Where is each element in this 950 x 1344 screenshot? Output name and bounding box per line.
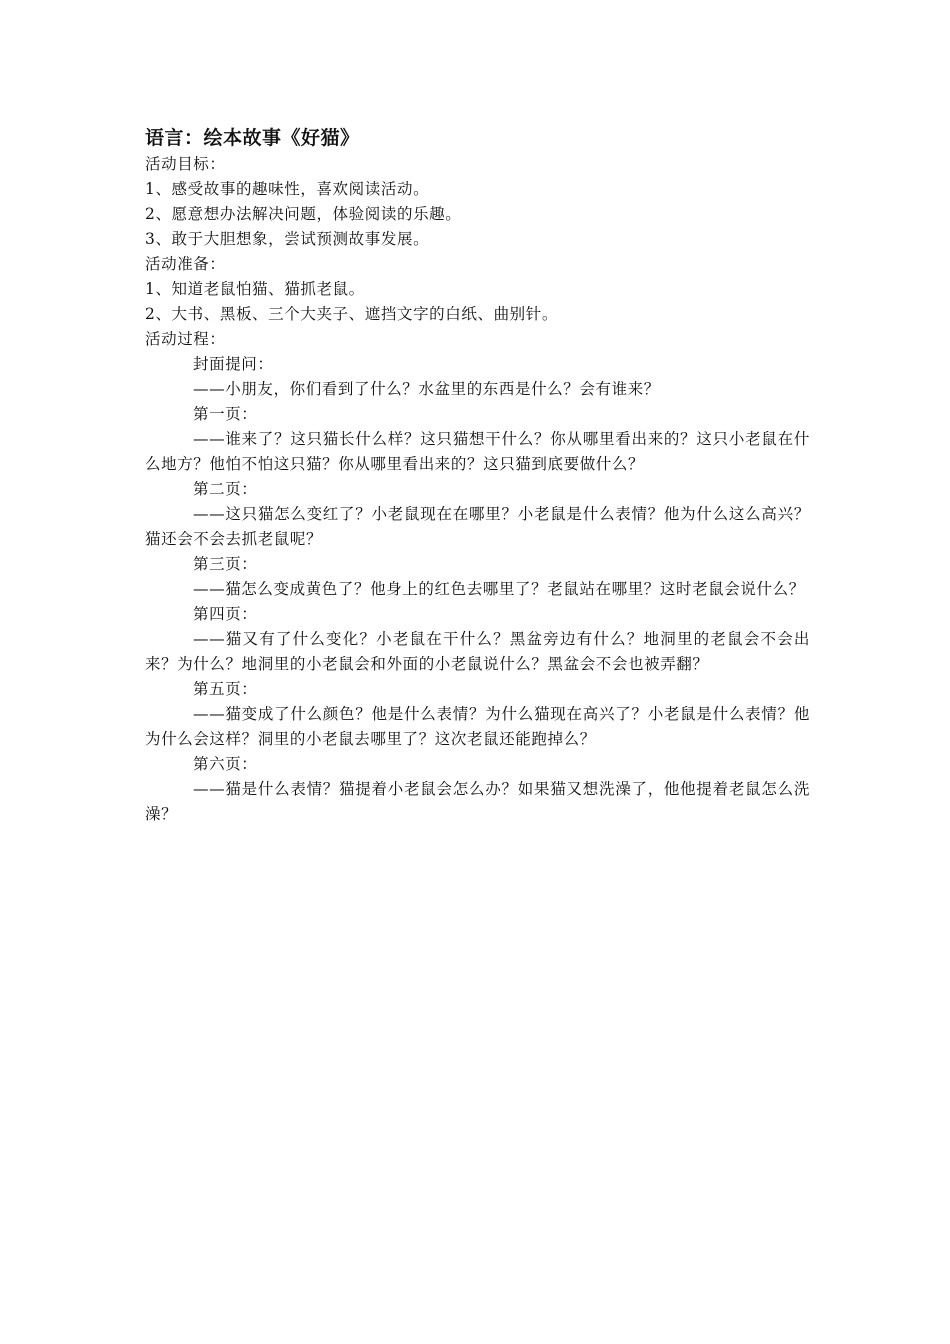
prep-heading: 活动准备： xyxy=(145,255,226,273)
section-text-cover: ——小朋友，你们看到了什么？水盆里的东西是什么？会有谁来？ xyxy=(193,380,660,398)
goal-item: 1、感受故事的趣味性，喜欢阅读活动。 xyxy=(145,180,430,198)
prep-item: 2、大书、黑板、三个大夹子、遮挡文字的白纸、曲别针。 xyxy=(145,305,558,323)
section-text-page-3: ——猫怎么变成黄色了？他身上的红色去哪里了？老鼠站在哪里？这时老鼠会说什么？ xyxy=(193,580,805,598)
goal-item: 2、愿意想办法解决问题，体验阅读的乐趣。 xyxy=(145,205,462,223)
section-text-page-5: ——猫变成了什么颜色？他是什么表情？为什么猫现在高兴了？小老鼠是什么表情？他为什么会这样？洞里的小老鼠去哪里了？这次老鼠还能跑掉么？ xyxy=(145,705,810,748)
goal-item: 3、敢于大胆想象，尝试预测故事发展。 xyxy=(145,230,430,248)
section-text-page-4: ——猫又有了什么变化？小老鼠在干什么？黑盆旁边有什么？地洞里的老鼠会不会出来？为什么？地洞里的小老鼠会和外面的小老鼠说什么？黑盆会不会也被弄翻？ xyxy=(145,630,810,673)
document-page xyxy=(145,124,810,827)
goals-heading: 活动目标： xyxy=(145,155,226,173)
section-label-page-1: 第一页： xyxy=(193,405,258,423)
process-heading: 活动过程： xyxy=(145,330,226,348)
section-text-page-1: ——谁来了？这只猫长什么样？这只猫想干什么？你从哪里看出来的？这只小老鼠在什么地方？他怕不怕这只猫？你从哪里看出来的？这只猫到底要做什么？ xyxy=(145,430,810,473)
section-label-page-3: 第三页： xyxy=(193,555,258,573)
section-label-cover: 封面提问： xyxy=(193,355,274,373)
section-label-page-5: 第五页： xyxy=(193,680,258,698)
section-text-page-6: ——猫是什么表情？猫提着小老鼠会怎么办？如果猫又想洗澡了，他他提着老鼠怎么洗澡？ xyxy=(145,780,810,823)
section-text-page-2: ——这只猫怎么变红了？小老鼠现在在哪里？小老鼠是什么表情？他为什么这么高兴？猫还会不会去抓老鼠呢？ xyxy=(145,505,810,548)
prep-item: 1、知道老鼠怕猫、猫抓老鼠。 xyxy=(145,280,365,298)
section-label-page-6: 第六页： xyxy=(193,755,258,773)
section-label-page-2: 第二页： xyxy=(193,480,258,498)
section-label-page-4: 第四页： xyxy=(193,605,258,623)
page-title: 语言：绘本故事《好猫》 xyxy=(145,127,360,149)
